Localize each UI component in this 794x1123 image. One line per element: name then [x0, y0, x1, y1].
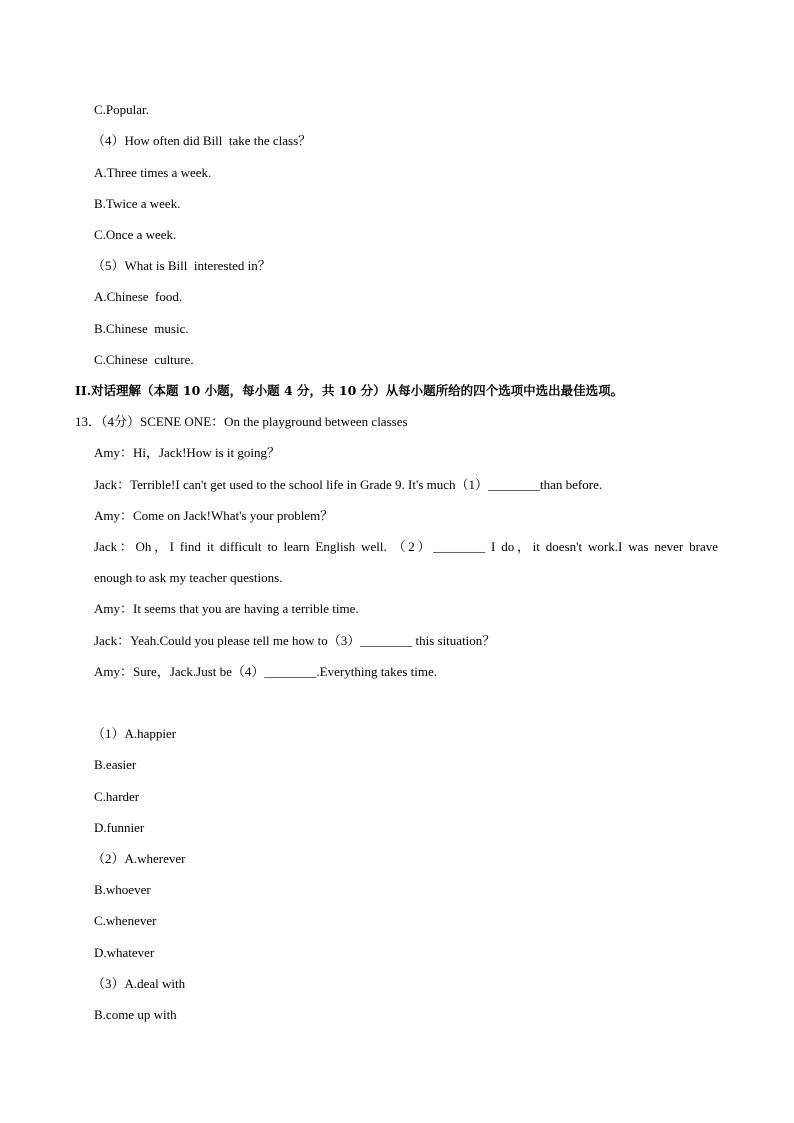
sub3-stem: （3）A.deal with: [92, 976, 186, 991]
q5-option-c: C.Chinese culture.: [94, 352, 194, 367]
dialogue-line: Amy：Come on Jack!What's your problem？: [94, 508, 334, 523]
dialogue-line: Amy：Sure，Jack.Just be（4）________.Everything takes time.: [94, 664, 438, 679]
sub3-option-b: B.come up with: [94, 1007, 177, 1022]
dialogue-line: Jack：Terrible!I can't get used to the school life in Grade 9. It's much（1）________than before.: [94, 477, 603, 492]
sub1-stem: （1）A.happier: [92, 726, 177, 741]
q3-option-c: C.Popular.: [94, 102, 149, 117]
dialogue-line: Amy：It seems that you are having a terrible time.: [94, 601, 359, 616]
q5-stem: （5）What is Bill interested in？: [92, 258, 271, 273]
sub1-option-d: D.funnier: [94, 820, 145, 835]
sub2-stem: （2）A.wherever: [92, 851, 186, 866]
sub2-option-b: B.whoever: [94, 882, 151, 897]
dialogue-line: Amy：Hi，Jack!How is it going？: [94, 445, 280, 460]
sub1-option-b: B.easier: [94, 757, 137, 772]
q13-header: 13．（4分）SCENE ONE：On the playground between classes: [75, 414, 408, 429]
dialogue-line: Jack：Oh，I find it difficult to learn English well. （2）________ I do，it doesn't work.I was never brave: [94, 539, 718, 554]
q4-option-b: B.Twice a week.: [94, 196, 181, 211]
q5-option-b: B.Chinese music.: [94, 321, 189, 336]
dialogue-line-continued: enough to ask my teacher questions.: [94, 570, 283, 585]
q4-stem: （4）How often did Bill take the class？: [92, 133, 312, 148]
sub2-option-d: D.whatever: [94, 945, 155, 960]
section-heading: II.对话理解（本题 10 小题，每小题 4 分，共 10 分）从每小题所给的四个选项中选出最佳选项。: [75, 383, 624, 398]
sub1-option-c: C.harder: [94, 789, 140, 804]
sub2-option-c: C.whenever: [94, 913, 157, 928]
q5-option-a: A.Chinese food.: [94, 289, 183, 304]
q4-option-a: A.Three times a week.: [94, 165, 212, 180]
dialogue-line: Jack：Yeah.Could you please tell me how to（3）________ this situation？: [94, 633, 496, 648]
q4-option-c: C.Once a week.: [94, 227, 177, 242]
